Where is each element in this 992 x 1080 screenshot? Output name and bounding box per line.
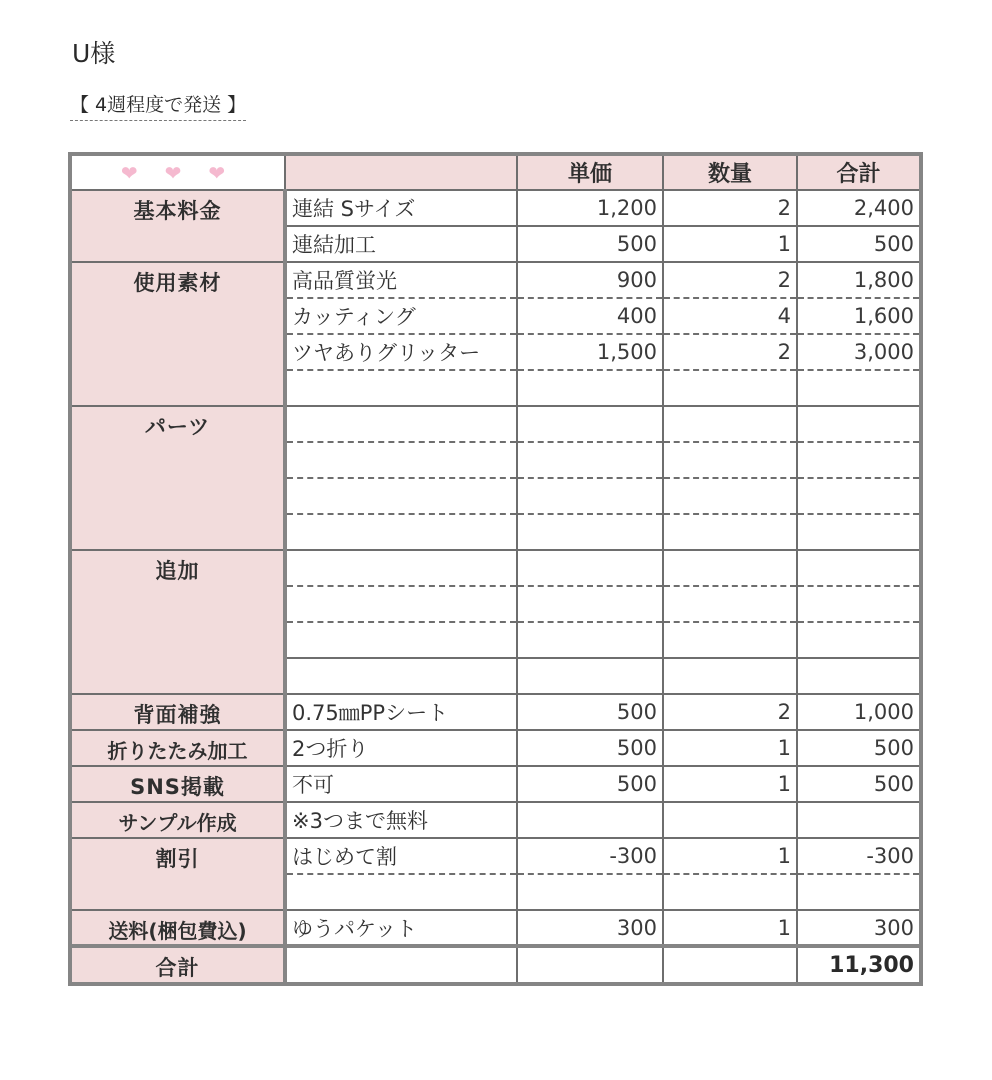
qty-cell: 4 <box>663 298 797 334</box>
item-cell <box>285 370 517 406</box>
item-cell <box>285 550 517 586</box>
grand-total-label: 合計 <box>70 946 285 984</box>
column-header-quantity: 数量 <box>663 154 797 190</box>
item-cell <box>285 622 517 658</box>
qty-cell <box>663 442 797 478</box>
price-cell: 400 <box>517 298 663 334</box>
qty-cell <box>663 622 797 658</box>
table-row <box>70 766 921 802</box>
item-cell: 連結加工 <box>285 226 517 262</box>
category-sns: SNS掲載 <box>70 766 285 802</box>
qty-cell <box>663 514 797 550</box>
grand-total-row <box>70 946 921 984</box>
qty-cell <box>663 658 797 694</box>
qty-cell <box>663 802 797 838</box>
item-cell <box>285 406 517 442</box>
price-cell <box>517 622 663 658</box>
total-cell <box>797 586 921 622</box>
column-header-item <box>285 154 517 190</box>
qty-cell: 1 <box>663 766 797 802</box>
item-cell <box>285 946 517 984</box>
total-cell <box>797 550 921 586</box>
shipping-note: 【 4週程度で発送 】 <box>70 90 246 121</box>
total-cell <box>797 478 921 514</box>
item-cell <box>285 514 517 550</box>
category-folding: 折りたたみ加工 <box>70 730 285 766</box>
qty-cell <box>663 586 797 622</box>
total-cell: 1,800 <box>797 262 921 298</box>
price-cell: 1,200 <box>517 190 663 226</box>
item-cell: 2つ折り <box>285 730 517 766</box>
total-cell <box>797 622 921 658</box>
table-row <box>70 802 921 838</box>
table-row <box>70 694 921 730</box>
total-cell <box>797 658 921 694</box>
price-cell: 500 <box>517 694 663 730</box>
category-materials: 使用素材 <box>70 262 285 406</box>
quote-table <box>68 152 923 986</box>
item-cell <box>285 586 517 622</box>
price-cell: -300 <box>517 838 663 874</box>
table-row <box>70 262 921 298</box>
price-cell <box>517 658 663 694</box>
item-cell <box>285 442 517 478</box>
total-cell <box>797 514 921 550</box>
price-cell <box>517 370 663 406</box>
qty-cell: 2 <box>663 262 797 298</box>
total-cell <box>797 874 921 910</box>
category-basic: 基本料金 <box>70 190 285 262</box>
table-row <box>70 550 921 586</box>
total-cell: 1,000 <box>797 694 921 730</box>
item-cell <box>285 874 517 910</box>
item-cell: 不可 <box>285 766 517 802</box>
price-cell <box>517 802 663 838</box>
price-cell <box>517 946 663 984</box>
category-additional: 追加 <box>70 550 285 694</box>
table-row <box>70 838 921 874</box>
category-discount: 割引 <box>70 838 285 910</box>
item-cell <box>285 658 517 694</box>
item-cell: ※3つまで無料 <box>285 802 517 838</box>
total-cell <box>797 406 921 442</box>
price-cell: 900 <box>517 262 663 298</box>
total-cell <box>797 370 921 406</box>
price-cell <box>517 406 663 442</box>
customer-name: U様 <box>72 39 116 68</box>
hearts-icon: ❤ ❤ ❤ <box>70 154 285 190</box>
qty-cell <box>663 406 797 442</box>
item-cell <box>285 478 517 514</box>
item-cell: はじめて割 <box>285 838 517 874</box>
price-cell <box>517 550 663 586</box>
item-cell: 連結 Sサイズ <box>285 190 517 226</box>
item-cell: カッティング <box>285 298 517 334</box>
item-cell: ゆうパケット <box>285 910 517 946</box>
grand-total-value: 11,300 <box>797 946 921 984</box>
price-cell: 500 <box>517 766 663 802</box>
category-backing: 背面補強 <box>70 694 285 730</box>
qty-cell: 2 <box>663 334 797 370</box>
qty-cell: 2 <box>663 190 797 226</box>
total-cell: 500 <box>797 730 921 766</box>
total-cell: 300 <box>797 910 921 946</box>
table-row <box>70 190 921 226</box>
total-cell: 1,600 <box>797 298 921 334</box>
table-row <box>70 730 921 766</box>
column-header-unit-price: 単価 <box>517 154 663 190</box>
total-cell <box>797 802 921 838</box>
category-parts: パーツ <box>70 406 285 550</box>
price-cell <box>517 478 663 514</box>
table-row <box>70 406 921 442</box>
qty-cell <box>663 478 797 514</box>
total-cell: 500 <box>797 226 921 262</box>
category-shipping: 送料(梱包費込) <box>70 910 285 946</box>
total-cell: 3,000 <box>797 334 921 370</box>
qty-cell <box>663 370 797 406</box>
category-sample: サンプル作成 <box>70 802 285 838</box>
qty-cell: 1 <box>663 838 797 874</box>
qty-cell: 1 <box>663 730 797 766</box>
price-cell <box>517 874 663 910</box>
qty-cell: 1 <box>663 910 797 946</box>
column-header-total: 合計 <box>797 154 921 190</box>
total-cell: 2,400 <box>797 190 921 226</box>
total-cell <box>797 442 921 478</box>
table-row <box>70 910 921 946</box>
item-cell: ツヤありグリッター <box>285 334 517 370</box>
total-cell: 500 <box>797 766 921 802</box>
qty-cell <box>663 550 797 586</box>
price-cell: 1,500 <box>517 334 663 370</box>
qty-cell <box>663 874 797 910</box>
price-cell: 300 <box>517 910 663 946</box>
price-cell <box>517 442 663 478</box>
price-cell: 500 <box>517 226 663 262</box>
item-cell: 0.75㎜PPシート <box>285 694 517 730</box>
item-cell: 高品質蛍光 <box>285 262 517 298</box>
price-cell: 500 <box>517 730 663 766</box>
price-cell <box>517 586 663 622</box>
qty-cell <box>663 946 797 984</box>
total-cell: -300 <box>797 838 921 874</box>
qty-cell: 2 <box>663 694 797 730</box>
qty-cell: 1 <box>663 226 797 262</box>
header-row <box>70 154 921 190</box>
price-cell <box>517 514 663 550</box>
